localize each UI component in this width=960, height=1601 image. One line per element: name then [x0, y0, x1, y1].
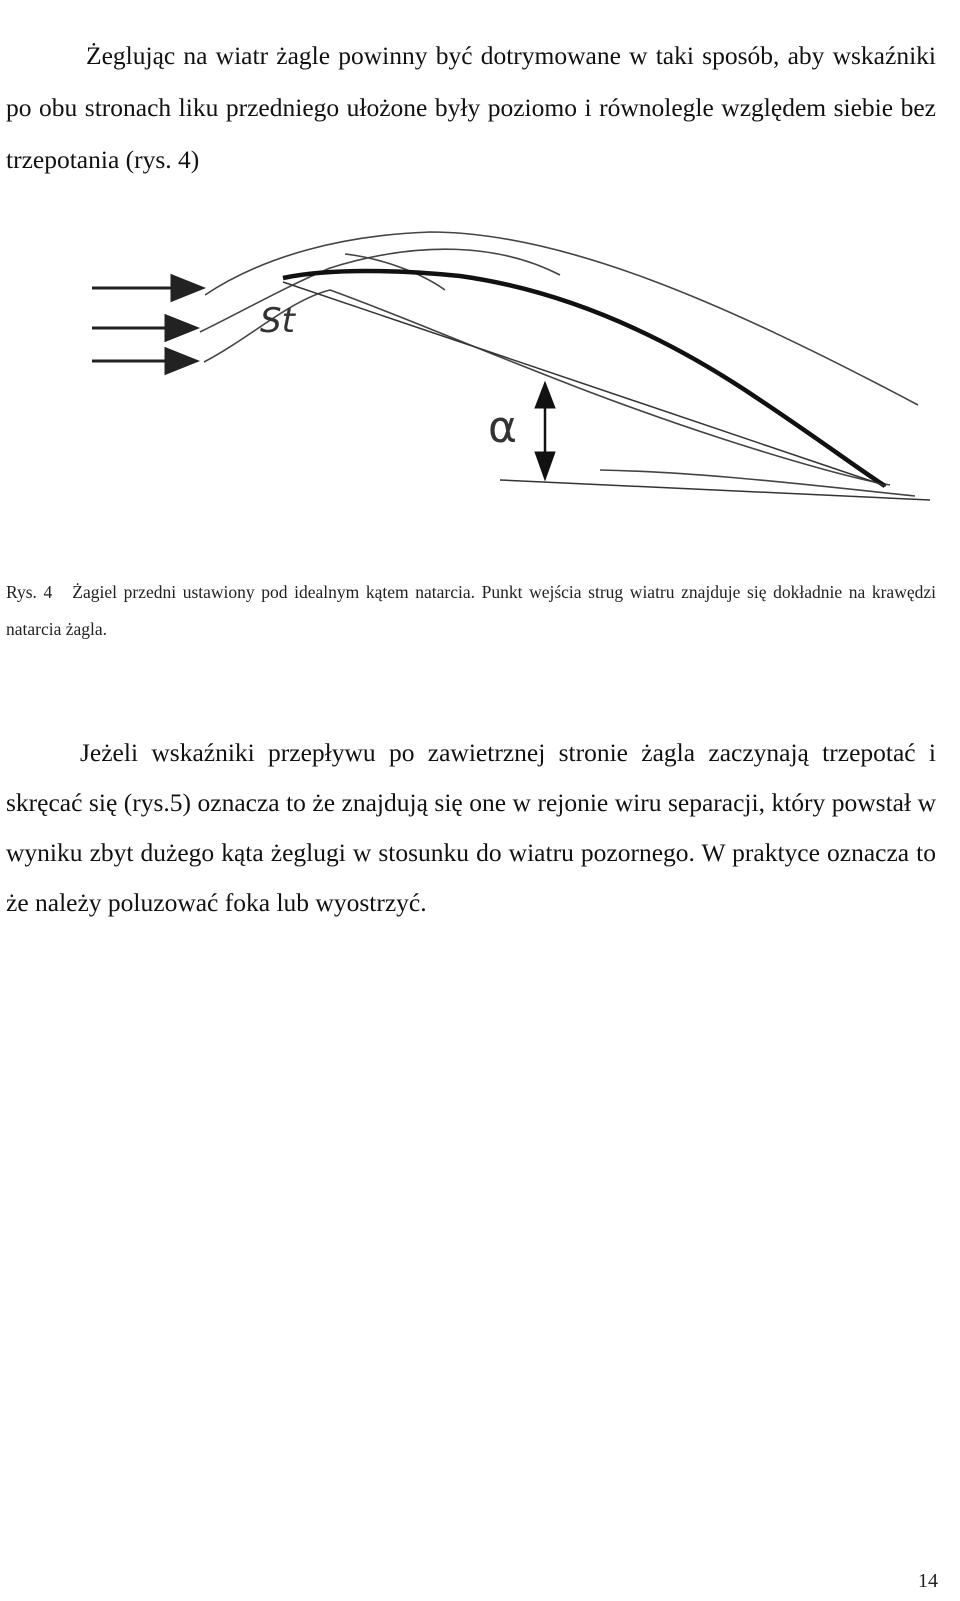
caption-text: Żagiel przedni ustawiony pod idealnym kątem natarcia. Punkt wejścia strug wiatru znajduje się dokładnie na krawędzi natarcia żagla. [6, 581, 936, 639]
paragraph-intro: Żeglując na wiatr żagle powinny być dotrymowane w taki sposób, aby wskaźniki po obu stronach liku przedniego ułożone były poziomo i równolegle względem siebie bez trzepotania (rys. 4) [6, 40, 936, 174]
angle-label: α [488, 402, 518, 453]
wind-arrowhead [166, 316, 196, 340]
paragraph-telltales: Jeżeli wskaźniki przepływu po zawietrznej stronie żagla zaczynają trzepotać i skręcać się (rys.5) oznacza to że znajdują się one w rejonie wiru separacji, który powstał w wyniku zbyt dużego kąta żeglugi w stosunku do wiatru pozornego. W praktyce oznacza to że należy poluzować foka lub wyostrzyć. [6, 737, 936, 917]
angle-arrowhead-up [535, 382, 555, 408]
wind-arrowhead [166, 349, 196, 373]
sail-diagram [0, 150, 960, 535]
chord-line [283, 282, 886, 486]
caption-label: Rys. 4 [6, 581, 53, 602]
figure-caption [6, 574, 936, 648]
sail-angle-figure [0, 150, 960, 535]
page-number: 14 [918, 1570, 938, 1592]
angle-arrow [535, 382, 555, 480]
streamline-upper [205, 232, 918, 405]
sail-profile [283, 271, 885, 486]
angle-arrowhead-down [535, 452, 555, 480]
streamlines [200, 232, 918, 496]
wind-arrowhead [172, 276, 202, 300]
wind-arrows [92, 276, 202, 373]
stagnation-label: St [260, 301, 295, 341]
